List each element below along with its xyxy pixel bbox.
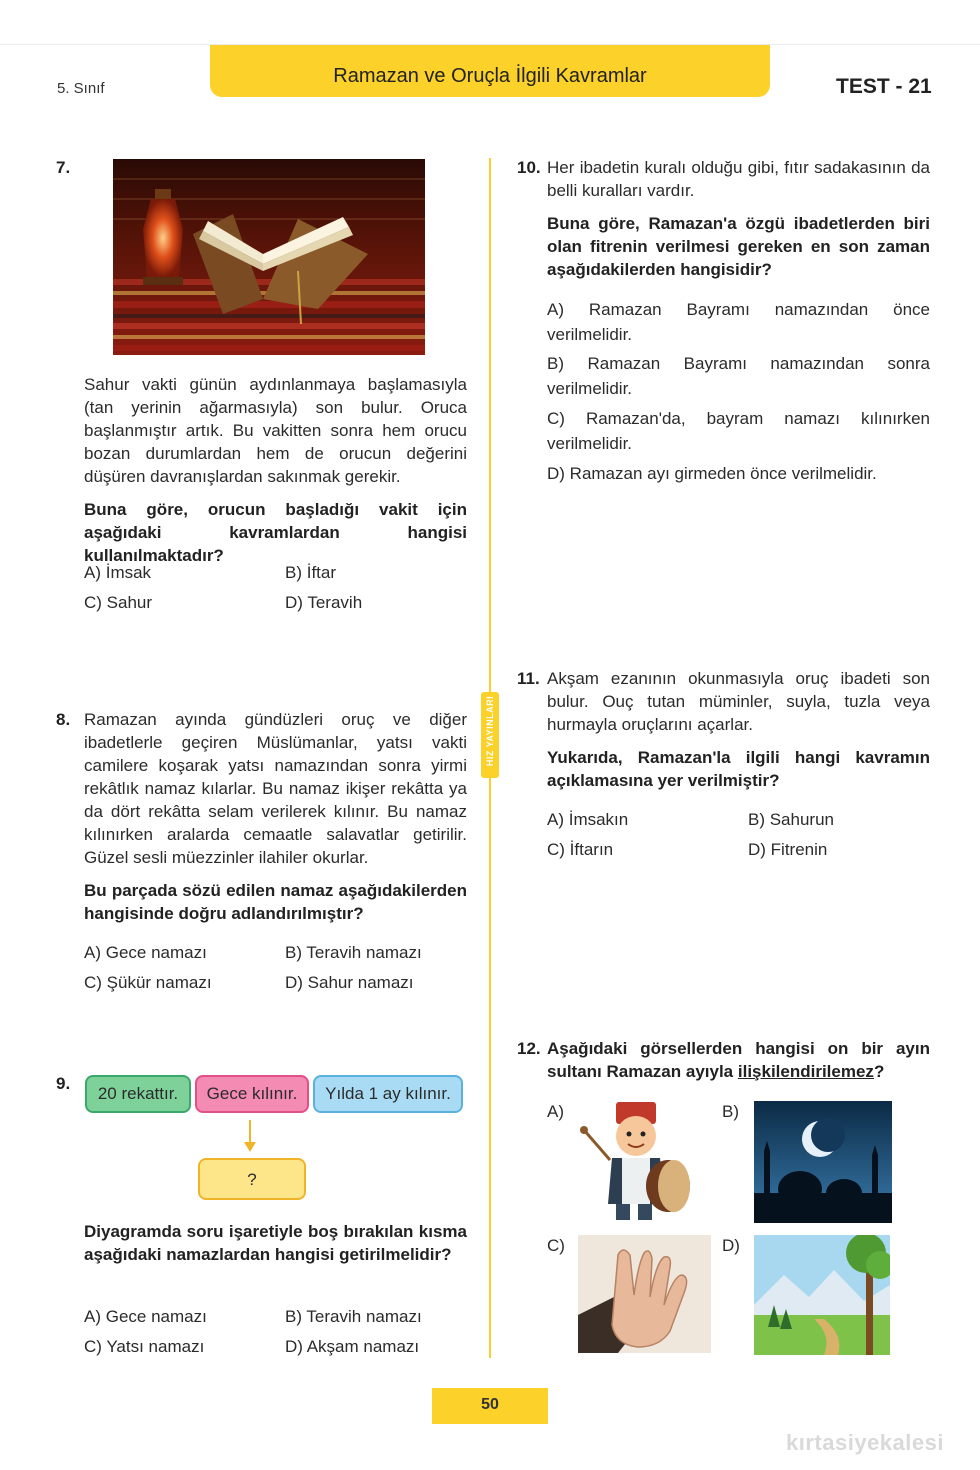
q10-option-c[interactable]: C) Ramazan'da, bayram namazı kılınırken verilmelidir.	[547, 409, 930, 453]
q9-box-gece: Gece kılınır.	[195, 1075, 309, 1113]
publisher-tag-text: HIZ YAYINLARI	[485, 695, 495, 767]
q12-option-a-image[interactable]	[580, 1100, 700, 1222]
q12-option-b-image[interactable]	[754, 1101, 892, 1223]
q7-option-b[interactable]: B) İftar	[285, 563, 337, 582]
ramadan-drummer-boy-icon	[580, 1100, 700, 1222]
q8-option-b[interactable]: B) Teravih namazı	[285, 943, 422, 962]
q12-label-c: C)	[547, 1236, 565, 1255]
q9-unknown-box: ?	[198, 1158, 306, 1200]
q8-text: Ramazan ayında gündüzleri oruç ve diğer ibadetlerle geçiren Müslümanlar, yatsı vakti camilere koşarak yatsı namazından sonra yirmi rekâtlık namaz kılarlar. Bu namaz ikişer rekâtta ya da dört rekâtta selam verilerek kılınır. Bu namaz kılınırken aralarda cemaatle salavatlar getirilir. Güzel sesli müezzinler ilahiler okurlar.	[84, 710, 467, 867]
page-number: 50	[432, 1388, 548, 1424]
praying-hands-icon	[578, 1235, 711, 1353]
spring-landscape-tree-icon	[754, 1235, 890, 1355]
q11-option-b[interactable]: B) Sahurun	[748, 810, 834, 829]
q12-label-a: A)	[547, 1102, 564, 1121]
q7-image	[113, 159, 425, 355]
q9-number: 9.	[56, 1074, 71, 1093]
q7-option-a[interactable]: A) İmsak	[84, 563, 152, 582]
q9-question: Diyagramda soru işaretiyle boş bırakılan kısma aşağıdaki namazlardan hangisi getirilmelidir?	[84, 1222, 467, 1264]
q7-question: Buna göre, orucun başladığı vakit için aşağıdaki kavramlardan hangisi kullanılmaktadır?	[84, 500, 467, 565]
q9-option-b[interactable]: B) Teravih namazı	[285, 1307, 422, 1326]
q12-option-d-image[interactable]	[754, 1235, 890, 1355]
down-arrow-icon	[240, 1120, 260, 1154]
q8-number: 8.	[56, 710, 71, 729]
q8-option-a[interactable]: A) Gece namazı	[84, 943, 207, 962]
q10-question: Buna göre, Ramazan'a özgü ibadetlerden biri olan fitrenin verilmesi gereken en son zaman aşağıdakilerden hangisidir?	[547, 214, 930, 279]
q9-box-rekat: 20 rekattır.	[85, 1075, 191, 1113]
q11-option-d[interactable]: D) Fitrenin	[748, 840, 828, 859]
q9-box-yilda: Yılda 1 ay kılınır.	[313, 1075, 463, 1113]
q8-option-c[interactable]: C) Şükür namazı	[84, 973, 212, 992]
q7-number: 7.	[56, 158, 71, 177]
q12-label-d: D)	[722, 1236, 740, 1255]
q9-option-d[interactable]: D) Akşam namazı	[285, 1337, 420, 1356]
publisher-tag	[481, 692, 499, 778]
test-label: TEST - 21	[836, 75, 932, 98]
q10-number: 10.	[517, 158, 541, 177]
crescent-moon-mosque-silhouette-icon	[754, 1101, 892, 1223]
q11-question: Yukarıda, Ramazan'la ilgili hangi kavramın açıklamasına yer verilmiştir?	[547, 748, 930, 790]
q11-option-c[interactable]: C) İftarın	[547, 840, 614, 859]
quran-on-rahle-with-lantern-icon	[113, 159, 425, 355]
q10-option-a[interactable]: A) Ramazan Bayramı namazından önce verilmelidir.	[547, 300, 930, 344]
q12-number: 12.	[517, 1039, 541, 1058]
q7-text: Sahur vakti günün aydınlanmaya başlamasıyla (tan yerinin ağarmasıyla) son bulur. Oruca başlanmıştır artık. Bu vakitten sonra hem orucu bozan durumlardan hem de orucun değerini düşüren davranışlardan sakınmak gerekir.	[84, 375, 467, 486]
q12-question-end: ?	[873, 1062, 885, 1081]
q12-question-underlined: ilişkilendirilemez	[737, 1062, 874, 1081]
q11-number: 11.	[517, 669, 540, 688]
page-title-bar	[210, 45, 770, 97]
q8-option-d[interactable]: D) Sahur namazı	[285, 973, 414, 992]
page-title: Ramazan ve Oruçla İlgili Kavramlar	[333, 65, 647, 87]
q12-question	[547, 1037, 930, 1083]
q10-option-b[interactable]: B) Ramazan Bayramı namazından sonra verilmelidir.	[547, 354, 930, 398]
q9-option-a[interactable]: A) Gece namazı	[84, 1307, 207, 1326]
grade-label: 5. Sınıf	[57, 80, 105, 97]
q7-option-d[interactable]: D) Teravih	[285, 593, 363, 612]
q10-option-d[interactable]: D) Ramazan ayı girmeden önce verilmelidir.	[547, 464, 877, 483]
q7-option-c[interactable]: C) Sahur	[84, 593, 153, 612]
q8-question: Bu parçada sözü edilen namaz aşağıdakilerden hangisinde doğru adlandırılmıştır?	[84, 881, 467, 923]
q12-option-c-image[interactable]	[578, 1235, 711, 1353]
q11-option-a[interactable]: A) İmsakın	[547, 810, 629, 829]
q12-question-text: Aşağıdaki görsellerden hangisi on bir ayın sultanı Ramazan ayıyla	[547, 1039, 930, 1081]
q9-option-c[interactable]: C) Yatsı namazı	[84, 1337, 205, 1356]
q12-label-b: B)	[722, 1102, 739, 1121]
q11-text: Akşam ezanının okunmasıyla oruç ibadeti son bulur. Ouç tutan müminler, suyla, tuzla veya hurmayla oruçlarını açarlar.	[547, 669, 930, 734]
watermark: kırtasiyekalesi	[786, 1430, 944, 1455]
q10-text: Her ibadetin kuralı olduğu gibi, fıtır sadakasının da belli kuralları vardır.	[547, 158, 930, 200]
